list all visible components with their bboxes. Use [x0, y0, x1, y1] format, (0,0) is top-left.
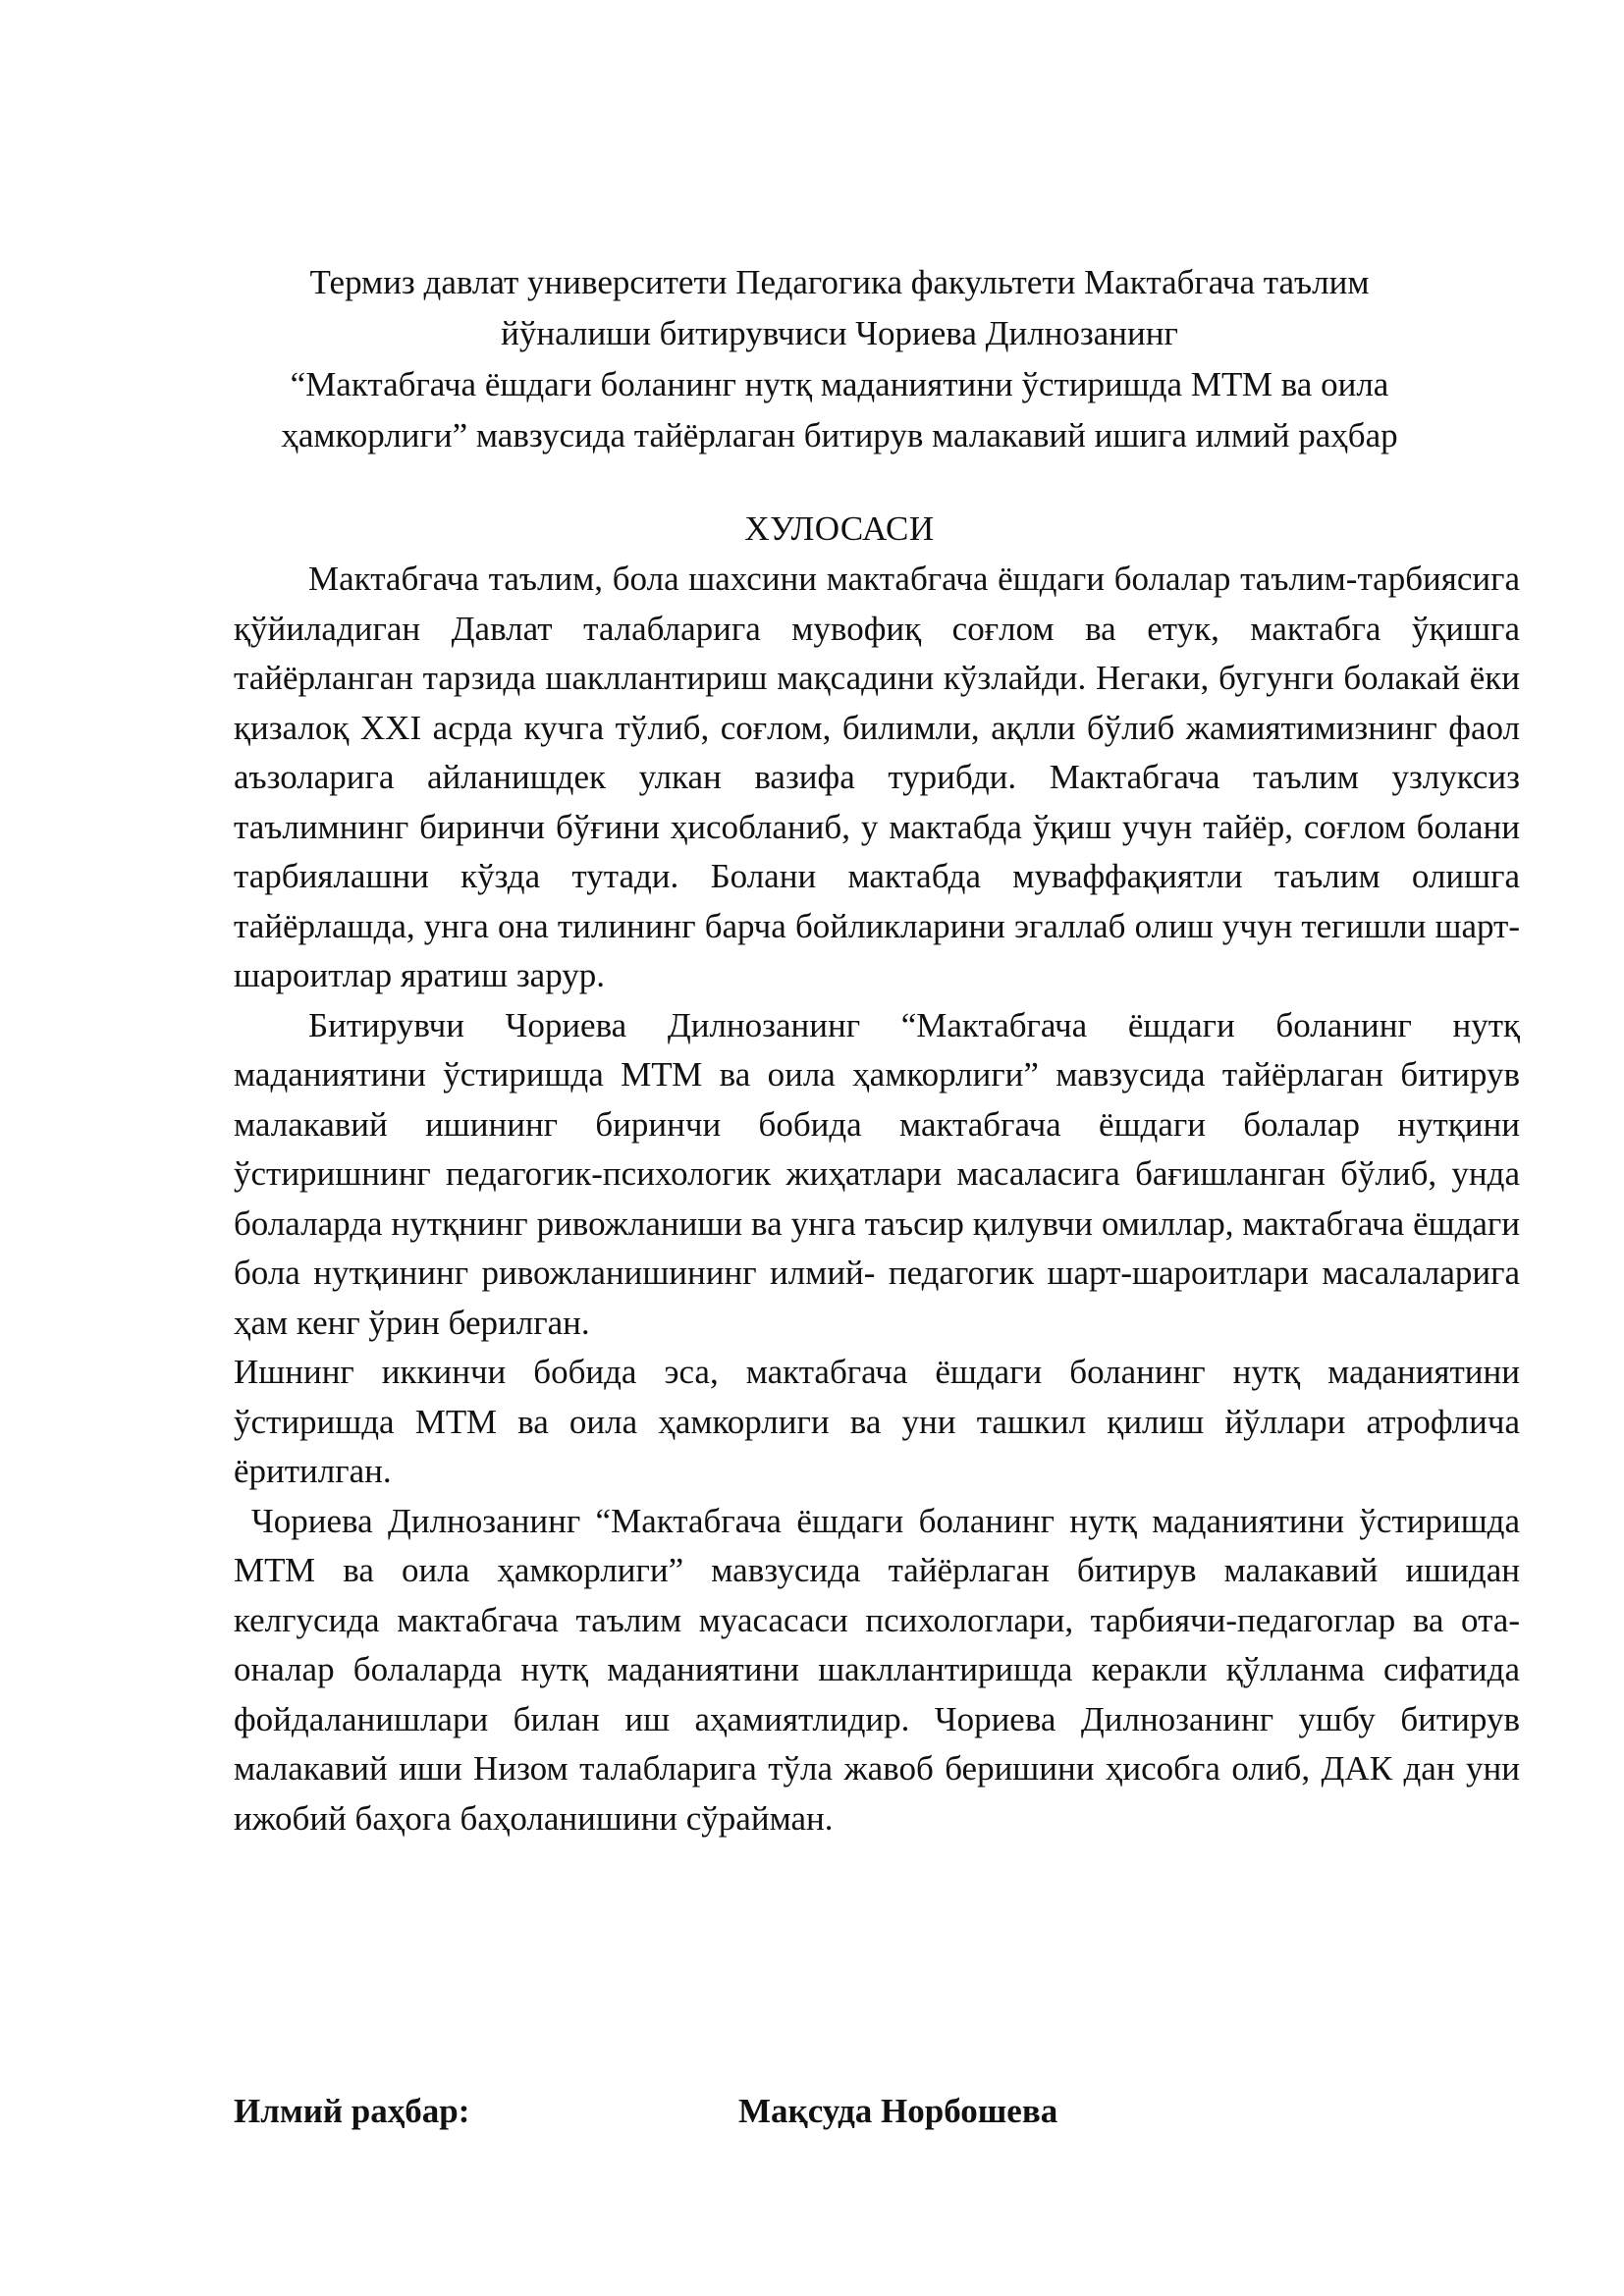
- header-line-3: “Мактабгача ёшдаги боланинг нутқ маданиятини ўстиришда МТМ ва оила: [290, 365, 1389, 403]
- signature-name: Мақсуда Норбошева: [738, 2092, 1058, 2130]
- paragraph-4: Чориева Дилнозанинг “Мактабгача ёшдаги боланинг нутқ маданиятини ўстиришда МТМ ва оила ҳамкорлиги” мавзусида тайёрлаган битирув малакавий ишидан келгусида мактабгача таълим муасасаси психологлари, тарбиячи-педагоглар ва ота-оналар болаларда нутқ маданиятини шакллантиришда керакли қўлланма сифатида фойдаланишлари билан иш аҳамиятлидир. Чориева Дилнозанинг ушбу битирув малакавий иши Низом талабларига тўла жавоб беришини ҳисобга олиб, ДАК дан уни ижобий баҳога баҳоланишини сўрайман.: [234, 1501, 1520, 1838]
- paragraph-2: Битирувчи Чориева Дилнозанинг “Мактабгача ёшдаги боланинг нутқ маданиятини ўстиришда МТМ ва оила ҳамкорлиги” мавзусида тайёрлаган битирув малакавий ишининг биринчи бобида мактабгача ёшдаги болалар нутқини ўстиришнинг педагогик-психологик жиҳатлари масаласига бағишланган бўлиб, унда болаларда нутқнинг ривожланиши ва унга таъсир қилувчи омиллар, мактабгача ёшдаги бола нутқининг ривожланишининг илмий- педагогик шарт-шароитлари масалаларига ҳам кенг ўрин берилган.: [234, 1005, 1520, 1342]
- paragraph-3: Ишнинг иккинчи бобида эса, мактабгача ёшдаги боланинг нутқ маданиятини ўстиришда МТМ ва оила ҳамкорлиги ва уни ташкил қилиш йўллари атрофлича ёритилган.: [234, 1353, 1520, 1490]
- signature-label: Илмий раҳбар:: [234, 2092, 470, 2130]
- document-heading: ХУЛОСАСИ: [744, 509, 935, 548]
- header-line-2: йўналиши битирувчиси Чориева Дилнозанинг: [501, 314, 1178, 352]
- document-header: [196, 257, 1483, 461]
- paragraph-1: Мактабгача таълим, бола шахсини мактабгача ёшдаги болалар таълим-тарбиясига қўйиладиган Давлат талабларига мувофиқ соғлом ва етук, мактабга ўқишга тайёрланган тарзида шакллантириш мақсадини кўзлайди. Негаки, бугунги болакай ёки қизалоқ XXI асрда кучга тўлиб, соғлом, билимли, ақлли бўлиб жамиятимизнинг фаол аъзоларига айланишдек улкан вазифа турибди. Мактабгача таълим узлуксиз таълимнинг биринчи бўғини ҳисобланиб, у мактабда ўқиш учун тайёр, соғлом болани тарбиялашни кўзда тутади. Болани мактабда муваффақиятли таълим олишга тайёрлашда, унга она тилининг барча бойликларини эгаллаб олиш учун тегишли шарт-шароитлар яратиш зарур.: [234, 560, 1520, 994]
- header-line-1: Термиз давлат университети Педагогика факультети Мактабгача таълим: [309, 263, 1370, 301]
- header-line-4: ҳамкорлиги” мавзусида тайёрлаган битирув малакавий ишига илмий раҳбар: [281, 416, 1398, 454]
- document-body: [234, 555, 1520, 1843]
